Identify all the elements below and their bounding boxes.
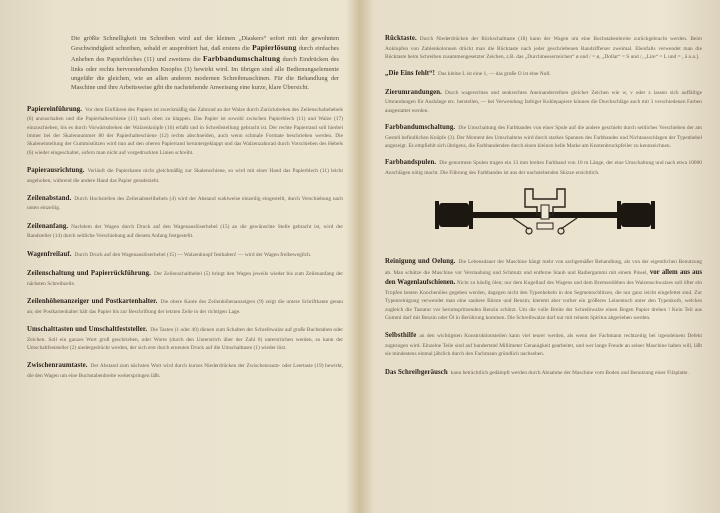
section-heading: Zeilenanfang. (27, 222, 69, 230)
section-papierausrichtung (27, 166, 343, 185)
intro-bold-papierloesung: Papierlösung (252, 43, 297, 53)
section-heading: Papiereinführung. (27, 105, 83, 113)
section-papiereinfuehrung (27, 105, 343, 157)
section-heading: Papierausrichtung. (27, 167, 85, 175)
section-heading: Zeilenhöhenanzeiger und Postkartenhalter. (27, 298, 158, 306)
intro-text-1: Die größte Schnelligkeit im Schreiben wird auf der kleinen „Diaskers“ sofort mit der gewohnten Geschwindigkeit schreiben, sobald er ausprobiert hat, daß erstens die (71, 35, 339, 53)
section-text: Der Zeilenschalthebel (5) bringt den Wagen jeweils wieder bis zum Zeilenanfang der nächsten Schreibzeile. (27, 271, 343, 287)
ribbon-spool-illustration (425, 185, 665, 247)
left-page (0, 0, 357, 513)
section-heading: „Die Eins fehlt“! (385, 70, 436, 78)
section-ruecktaste (385, 34, 702, 61)
section-umschalttasten (27, 325, 343, 352)
section-selbsthilfe (385, 331, 702, 358)
section-heading: Zwischenraumtaste. (27, 362, 88, 370)
section-text: Die obere Kante des Zeilenhöhenanzeigers (9) zeigt die untere Schriftkante genau an; der Postkartenhalter hält das Papier bis zur Beschriftung der letzten Zeile in der richtigen Lage. (27, 299, 343, 315)
section-reinigung (385, 257, 702, 322)
section-zeilenhoehenanzeiger (27, 297, 343, 316)
intro-bold-farbbandumschaltung: Farbbandumschaltung (203, 54, 281, 64)
section-heading: Reinigung und Oelung. (385, 258, 456, 266)
section-text: an den wichtigsten Konstruktionsteilen kann viel teurer werden, als wenn der Fachmann rechtzeitig bei irgendeinem Defekt zugezogen wird. Einzelne Teile sind auf hundertstel Millimeter Genauigkeit gearbeitet, und wer lange Freude an seiner Maschine haben will, läßt sie mindestens einmal jährlich durch den Fachmann gründlich nachsehen. (385, 333, 702, 358)
section-text: Durch wagerechtes und senkrechtes Aneinanderreihen gleicher Zeichen wie w, v oder x lassen sich auffällige Umrandungen für Aushänge etc. herstellen, — bei Verwendung farbiger Kohlepapiere können die Durchschläge auch mit 3 verschiedenen Farben ausgestattet werden. (385, 89, 702, 114)
section-text: Die Umschaltung des Farbbandes von einer Spule auf die andere geschieht durch seitliches Verschieben der am Gestell befindlichen Knöpfe (3). Der Moment des Umschaltens wird durch starkes Spannen des Farbbandes und Nichtausschlagen der Typenhebel angezeigt. Es empfiehlt sich übrigens, die Farbbandenden durch einen kleinen helle Marke am Knotenbruckpfeiler zu kennzeichnen. (385, 125, 702, 149)
section-text: Das kleine L ist eine 1, — das große O ist eine Null. (438, 71, 551, 78)
section-heading: Farbbandspulen. (385, 159, 437, 167)
section-heading: Selbsthilfe (385, 332, 417, 340)
section-eins-fehlt (385, 69, 702, 80)
right-page (363, 0, 720, 513)
section-text: Durch Hochstellen des Zeilenabstellhebels (4) wird der Abstand wahlweise einzeilig eingestellt, durch Verschiebung nach unten einzeilig. (27, 195, 343, 212)
section-zwischenraumtaste (27, 361, 343, 380)
section-text: kann beträchtlich gedämpft werden durch Abnahme der Maschine vom Boden und Benutzung einer Filzplatte. (450, 369, 689, 376)
intro-text-2: durch einfaches Anheben des Papierbleches (11) und zweitens die (71, 45, 340, 64)
section-farbbandumschaltung (385, 123, 702, 150)
section-heading: Zierumrandungen. (385, 88, 442, 96)
section-heading: Das Schreibgeräusch (385, 368, 448, 376)
section-schreibgeraeusch (385, 368, 702, 379)
section-text: Nachdem der Wagen durch Druck auf den Wagenauslöserhebel (15) an die gewünschte Stelle gebracht ist, wird der Randsteller (14) durch seitliche Verschiebung auf diesem Anfang festgestellt. (27, 223, 343, 240)
section-text: Durch Druck auf den Wagenauslöserhebel (15) — Walzenknopf festhalten! — wird der Wagen freibeweglich. (74, 251, 312, 258)
section-heading: Zeilenabstand. (27, 194, 72, 202)
ribbon-spool-diagram (385, 185, 702, 247)
section-heading: Rücktaste. (385, 35, 417, 42)
section-text: Verläuft die Papierkante nicht gleichmäßig zur Skalenschiene, so wird mit einer Hand das Papierblech (11) leicht angehoben, während die andere Hand das Papier geradezieht. (27, 168, 343, 184)
section-text: Die Lebensdauer der Maschine hängt mehr von sachgemäßer Behandlung, als von der eigentlichen Benutzung ab. Man schütze die Maschine vor Verstaubung und Schmutz und entferne Staub und Radiergummi mit einem Pinsel, (385, 259, 702, 276)
section-zeilenschaltung (27, 269, 343, 288)
section-farbbandspulen (385, 158, 702, 177)
section-text-continued: Nicht zu häufig ölen; nur dem Kugellauf des Wagens und dem Bremsstübben des Walzenschwalzes soll öfter ein Tropfen besten Knochenöles gegeben werden, dagegen nicht den Typenhebeln in den Segmentschlitzen, die nur ganz leicht eingefettet sind. Zur Typenreinigung verwendet man eine saubere Bürste und Benzin; klemmt aber vorher ein größeres Leinentuch unter den Typenkorb, welches zugleich die Tastatur vor herumspritzenden Benzin schützt. Um die volle Breite der Schreibwalze einen Bogen Papier drehen ! Kein Teil aus Gummi darf mit Benzin oder Öl in Berührung kommen. Die Schreibwalze darf nur mit reinem Spiritus abgerieben werden. (385, 280, 702, 321)
section-heading: Umschalttasten und Umschaltfeststeller. (27, 326, 148, 334)
section-text: Der Abstand zum nächsten Wort wird durch kurzes Niederdrücken der Zwischenraum- oder Leertaste (19) bewirkt, die den Wagen um eine Buchstabenbreite weiterspringen läßt. (27, 363, 343, 379)
section-heading: Zeilenschaltung und Papierrückführung. (27, 270, 151, 278)
section-zierumrandungen (385, 88, 702, 115)
section-zeilenanfang (27, 222, 343, 241)
section-text: Die Tasten (1 oder 40) dienen zum Schalten der Schreibwalze auf große Buchstaben oder Zeichen. Soll ein ganzes Wort groß geschrieben, oder Worte (durch den Unterstrich über der Zahl 6) unterstrichen werden, so kann der Umschaltfeststeller (2) niedergedrückt werden, der sich erst durch erneuten Druck auf die Umschalttaste (1) wieder löst. (27, 327, 343, 351)
intro-paragraph (27, 34, 343, 93)
section-heading: Farbbandumschaltung. (385, 124, 456, 132)
section-wagenfreilauf (27, 250, 343, 261)
section-text: Durch Niederdrücken der Rückschalttaste (18) kann der Wagen um eine Buchstabenbreite zurückgebracht werden. Beim Anklopfen von Zahlenkolonnen drückt man die Rücktaste nach jeder geschriebenen Randzifferser zweimal. Ebenfalls verwendet man die Rücktaste beim Schreiben zusammengesetzter Zeichen, z.B. das „Durchmesserzeichen“ ø und / = ø, „Dollar“ = S und /, „Lire“ = L und = , ä u.a.]. (385, 36, 702, 60)
intro-text-3: durch Eindrücken des links oder rechts hervorstehenden Knopfes (3) bewirkt wird. Im übrigen sind alle Bedienungselemente ungefähr die gleichen, wie an allen anderen modernen Schreibmaschinen. Für die Behandlung der Maschine und ihre Arbeitsweise gibt die nachstehende Anweisung eine kurze, klare Übersicht. (71, 56, 339, 92)
section-heading: Wagenfreilauf. (27, 250, 72, 258)
section-text: Die genormten Spulen tragen ein 13 mm breites Farbband von 10 m Länge, der eine Umschaltung und nach etwa 10000 Anschlägen nötig macht. Die Führung des Farbbandes ist aus der nachstehenden Skizze ersichtlich. (385, 160, 702, 176)
section-text: Vor dem Einführen des Papiers ist zweckmäßig das Zahnrad an der Walze durch Zurückdrehen des Zeilenschaltehebels (6) anzuschalten und die Papierhalteschiene (11) nach oben zu klappen. Das Papier ist sowohl zwischen Papierblech (11) und Walze (17) einzuschieben, bis es durch Vorwärtsdrehen der Walzenknöpfe (16) erfaßt und in Schreibstellung gebracht ist. Der rechte Papierrand soll hierbei immer bei der Skalennummer 80 der Papierhalteschiene (12) rechts abschneiden, auch wenn schmale Formate beschrieben werden. Die Skaleneinteilung der Gummistützen wird nun auf den oberen Papierrand heruntergeklappt und das Walzenzahnrad durch Vorschieben des Hebels (6) wieder eingeschaltet, sofern man nicht auf vorgedruckten Linien schreibt. (27, 106, 343, 156)
section-inline-bold: vor allem aus aus den Wagenlaufschienen. (385, 268, 702, 287)
section-zeilenabstand (27, 194, 343, 213)
